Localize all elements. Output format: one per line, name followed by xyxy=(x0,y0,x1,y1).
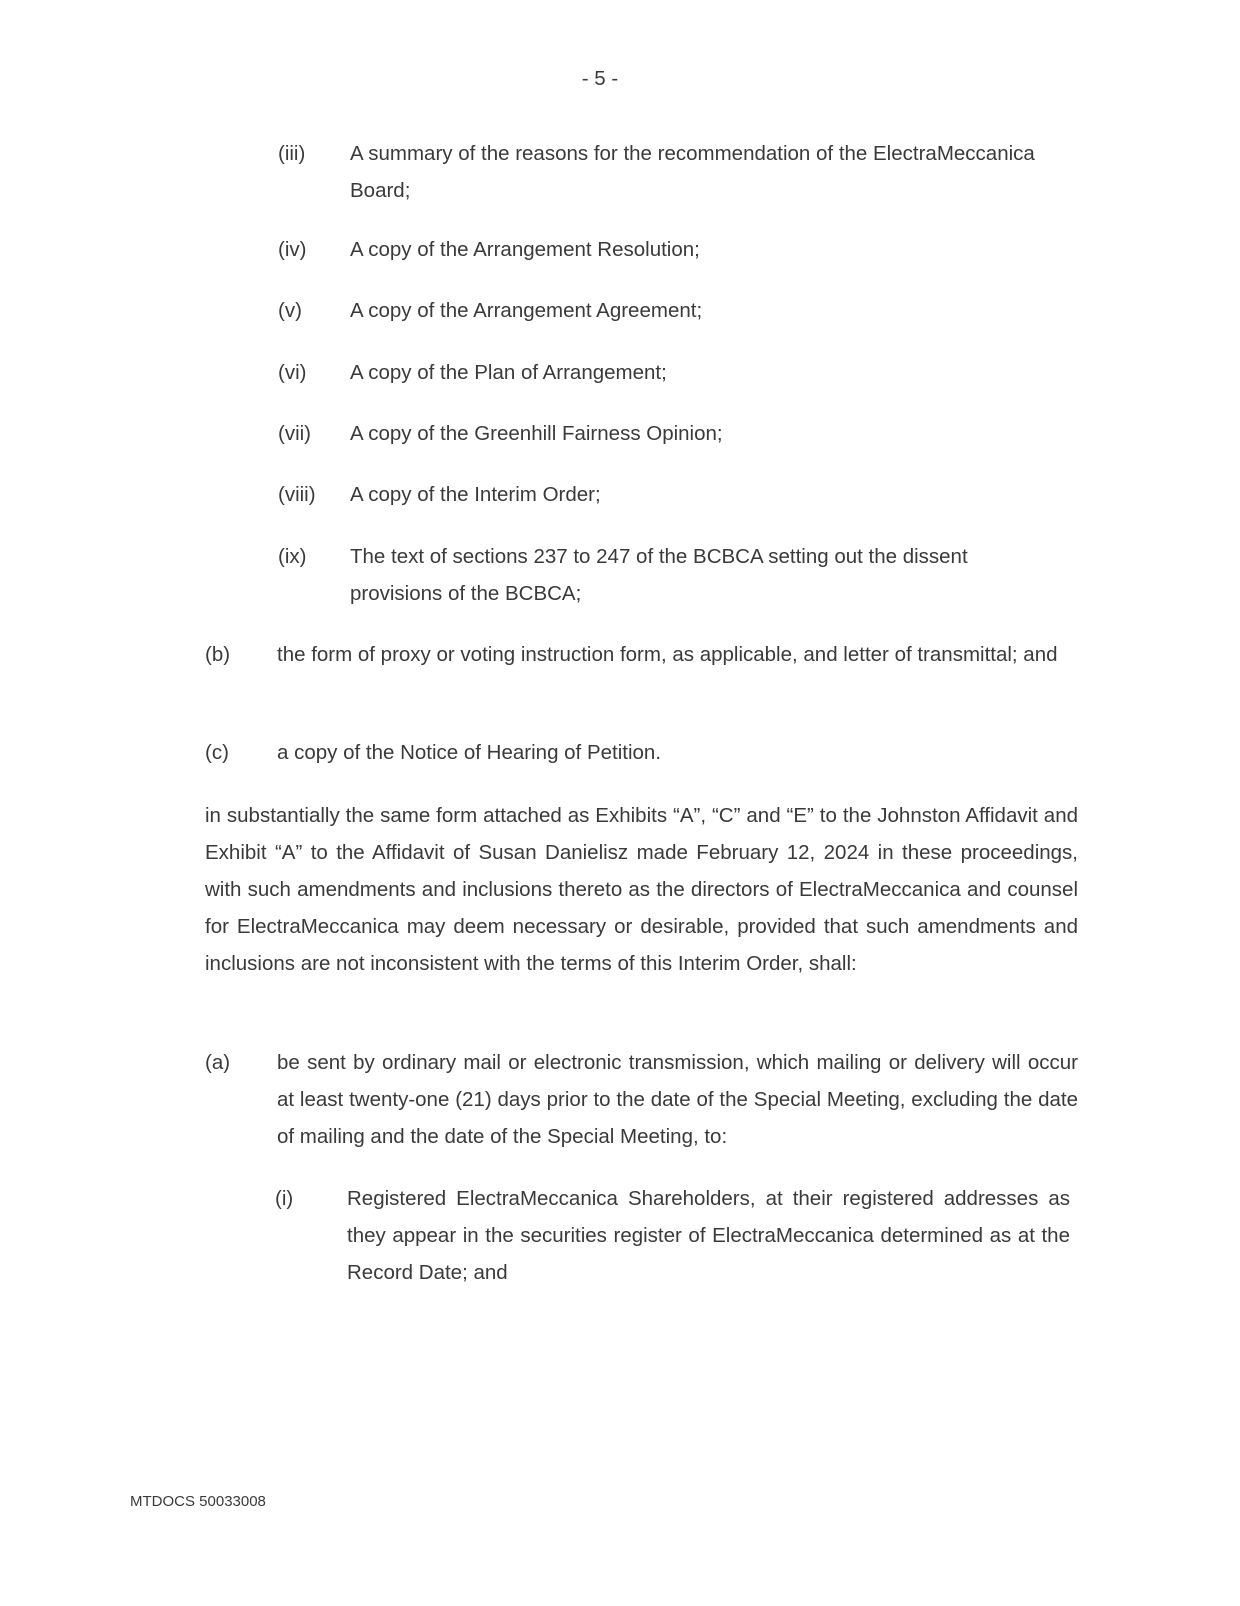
list-item-number: (i) xyxy=(275,1187,294,1210)
list-item-number: (vi) xyxy=(278,361,307,384)
list-item-iv xyxy=(278,231,1058,268)
list-item-ix xyxy=(278,538,1058,612)
list-item-v xyxy=(278,292,1058,329)
list-item-number: (v) xyxy=(278,299,302,322)
body-paragraph: in substantially the same form attached as Exhibits “A”, “C” and “E” to the Johnston Affidavit and Exhibit “A” to the Affidavit of Susan Danielisz made February 12, 2024 in these proceedings, with such amendments and inclusions thereto as the directors of ElectraMeccanica and counsel for ElectraMeccanica may deem necessary or desirable, provided that such amendments and inclusions are not inconsistent with the terms of this Interim Order, shall: xyxy=(205,804,1078,975)
list-item-number: (c) xyxy=(205,741,229,764)
list-item-number: (iii) xyxy=(278,142,306,165)
list-item-a xyxy=(205,1044,1078,1155)
list-item-i xyxy=(275,1180,1070,1291)
list-item-number: (b) xyxy=(205,643,231,666)
list-item-b xyxy=(205,636,1078,673)
list-item-text: A copy of the Greenhill Fairness Opinion; xyxy=(350,422,723,445)
list-item-iii xyxy=(278,135,1058,209)
list-item-text: a copy of the Notice of Hearing of Petition. xyxy=(277,741,662,764)
list-item-number: (iv) xyxy=(278,238,307,261)
list-item-text: be sent by ordinary mail or electronic transmission, which mailing or delivery will occur at least twenty-one (21) days prior to the date of the Special Meeting, excluding the date of mailing and the date of the Special Meeting, to: xyxy=(277,1051,1078,1148)
list-item-text: A copy of the Arrangement Resolution; xyxy=(350,238,700,261)
list-item-number: (vii) xyxy=(278,422,312,445)
list-item-text: The text of sections 237 to 247 of the BCBCA setting out the dissent provisions of the BCBCA; xyxy=(350,545,968,605)
list-item-text: Registered ElectraMeccanica Shareholders, at their registered addresses as they appear in the securities register of ElectraMeccanica determined as at the Record Date; and xyxy=(347,1187,1070,1284)
list-item-c xyxy=(205,734,1078,771)
page-number: - 5 - xyxy=(581,67,619,90)
list-item-number: (ix) xyxy=(278,545,307,568)
footer-doc-id: MTDOCS 50033008 xyxy=(130,1493,266,1510)
list-item-text: A copy of the Plan of Arrangement; xyxy=(350,361,667,384)
list-item-text: the form of proxy or voting instruction form, as applicable, and letter of transmittal; and xyxy=(277,643,1058,666)
list-item-number: (a) xyxy=(205,1051,231,1074)
list-item-text: A copy of the Arrangement Agreement; xyxy=(350,299,703,322)
list-item-vii xyxy=(278,415,1058,452)
list-item-vi xyxy=(278,354,1058,391)
list-item-viii xyxy=(278,476,1058,513)
list-item-text: A copy of the Interim Order; xyxy=(350,483,601,506)
list-item-number: (viii) xyxy=(278,483,316,506)
list-item-text: A summary of the reasons for the recommendation of the ElectraMeccanica Board; xyxy=(350,142,1035,202)
